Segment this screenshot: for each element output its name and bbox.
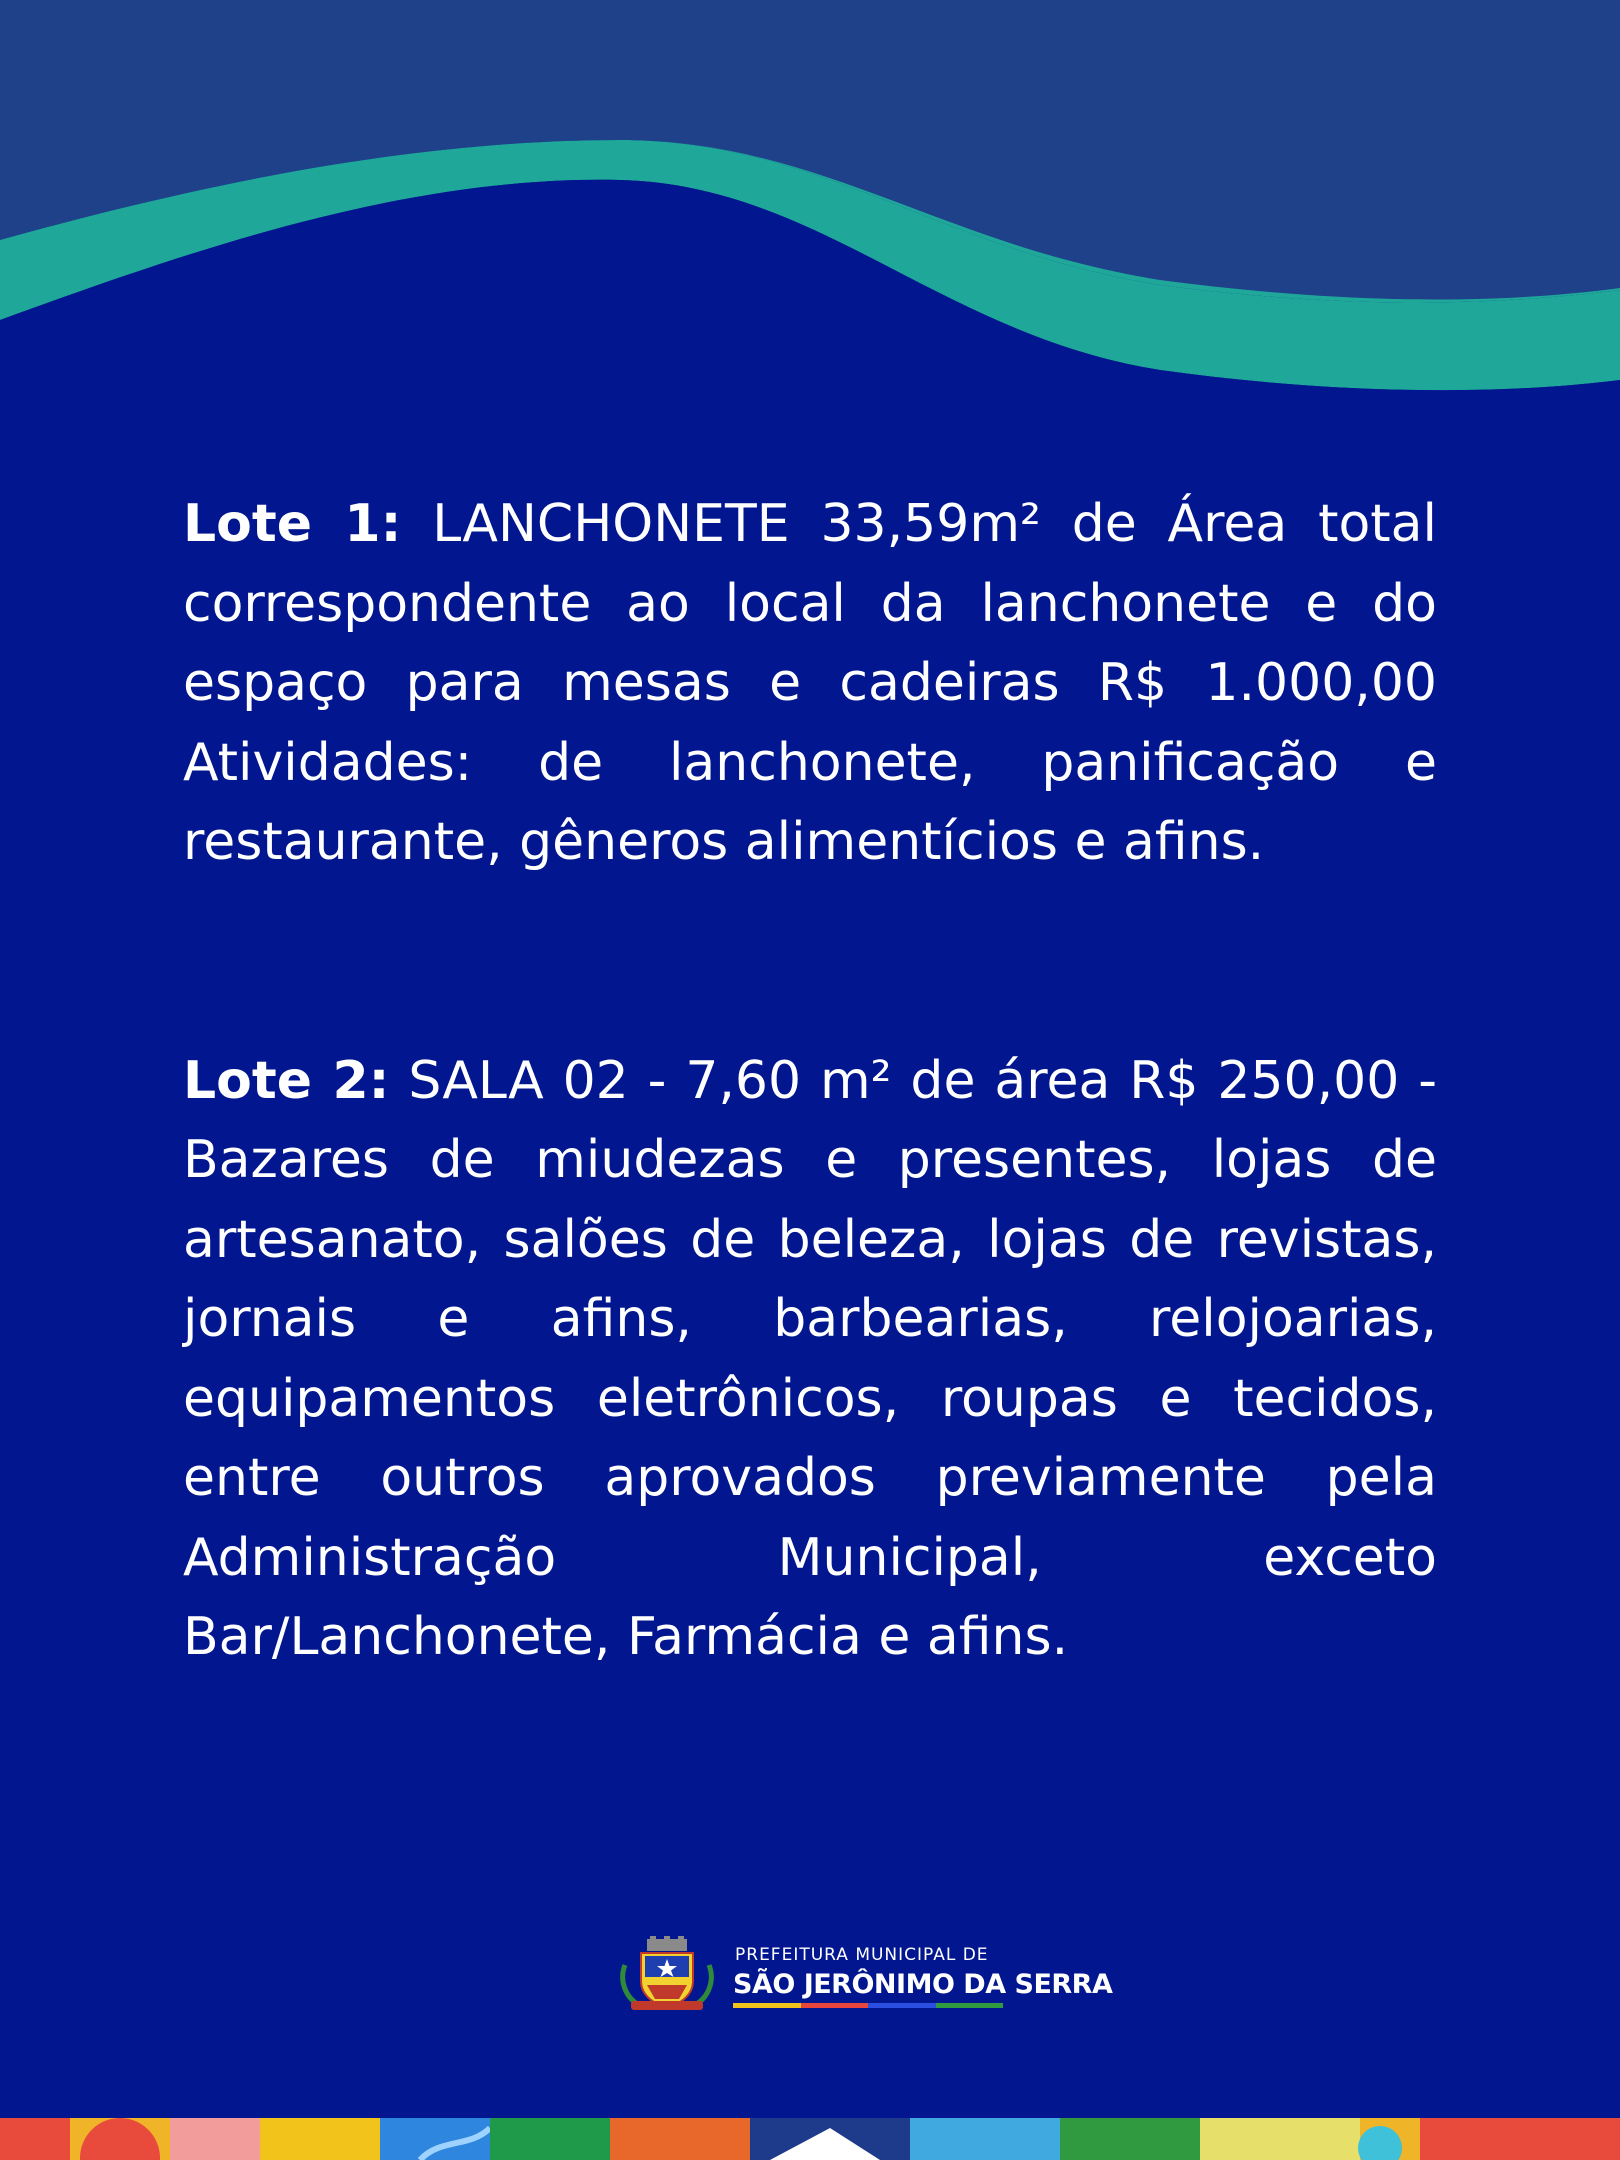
- lot-2-label: Lote 2:: [183, 1050, 390, 1111]
- org-name-line2: SÃO JERÔNIMO DA SERRA: [733, 1969, 1113, 2000]
- lot-1-description: [183, 485, 1437, 883]
- lot-2-text: SALA 02 - 7,60 m² de área R$ 250,00 - Bazares de miudezas e presentes, lojas de artesanato, salões de beleza, lojas de revistas, jornais e afins, barbearias, relojoarias, equipamentos eletrônicos, roupas e tecidos, entre outros aprovados previamente pela Administração Municipal, exceto Bar/Lanchonete, Farmácia e afins.: [183, 1050, 1437, 1667]
- municipality-logo: [617, 1935, 1113, 2015]
- org-name-line1: PREFEITURA MUNICIPAL DE: [735, 1945, 989, 1965]
- flag-color-stripes: [733, 2003, 1003, 2008]
- decorative-bottom-strip: [0, 2118, 1620, 2160]
- lot-1-label: Lote 1:: [183, 494, 402, 554]
- header-wave: [0, 0, 1620, 420]
- municipal-crest-icon: [617, 1935, 717, 2015]
- lots-content: [183, 485, 1437, 1678]
- lot-2-description: [183, 1042, 1437, 1678]
- lot-1-text: LANCHONETE 33,59m² de Área total correspondente ao local da lanchonete e do espaço para mesas e cadeiras R$ 1.000,00 Atividades: de lanchonete, panificação e restaurante, gêneros alimentícios e afins.: [183, 494, 1437, 872]
